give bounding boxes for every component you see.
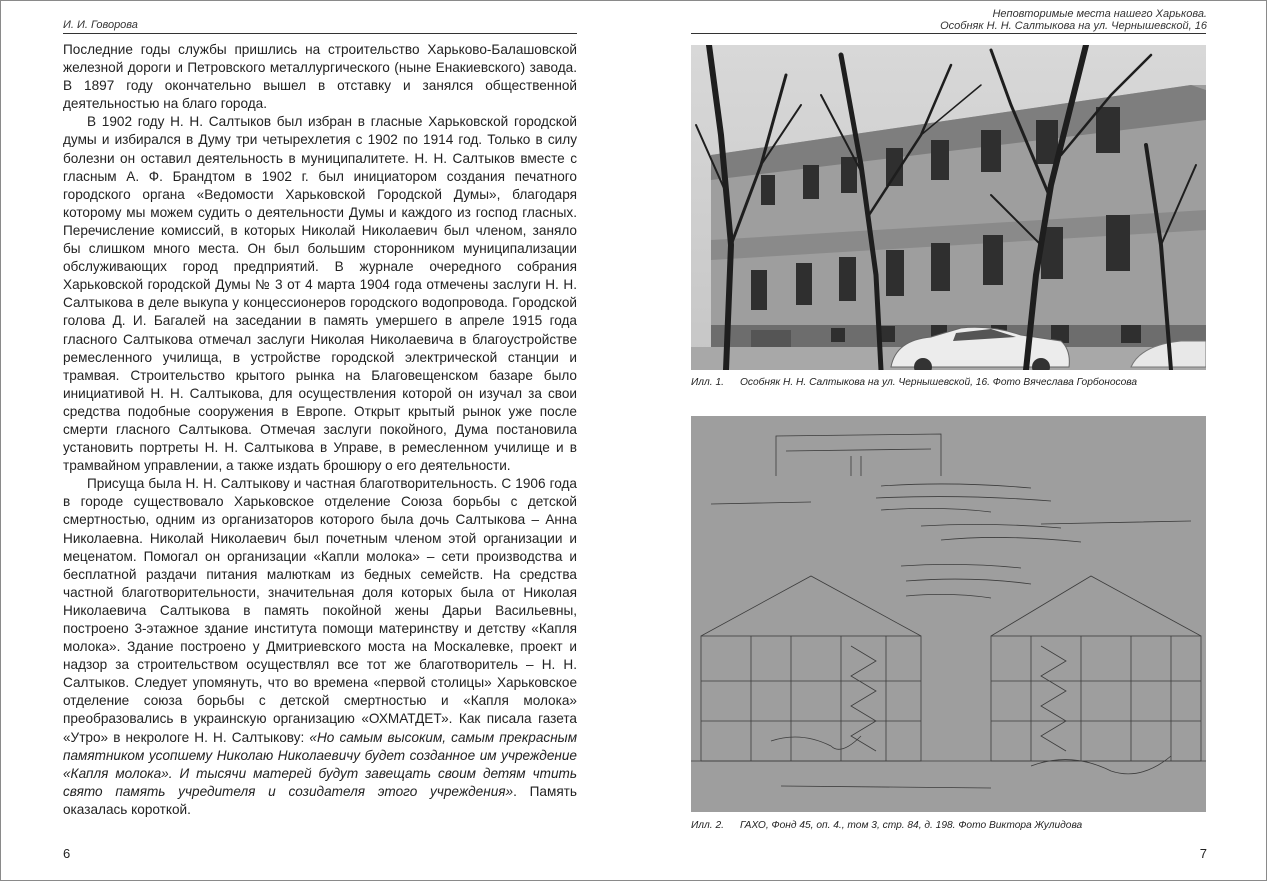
left-page xyxy=(1,1,634,882)
running-head-title xyxy=(940,8,1207,32)
page-number-left: 6 xyxy=(63,846,71,861)
figure-2-caption xyxy=(691,820,1082,831)
header-rule xyxy=(63,33,577,34)
paragraph-3-text: Присуща была Н. Н. Салтыкову и частная благотворительность. С 1906 года в городе существовало Харьковское отделение Союза борьбы с детской смертностью, одним из организаторов которого была дочь Салтыкова – Анна Николаевна. Николай Николаевич был почетным членом этой организации и меценатом. Помогал он организации «Капли молока» – сети производства и бесплатной раздачи питания малюткам из бедных семейств. На средства частной благотворительности, значительная доля которых была от Николая Николаевича Салтыкова в память покойной жены Дарьи Васильевны, построено 3-этажное здание института помощи материнству и детству «Капля молока». Здание построено у Дмитриевского моста на Москалевке, проект и надзор за строительством осуществлял все тот же благотворитель – Н. Н. Салтыков. Следует упомянуть, что во времена «первой столицы» Харьковское отделение союза борьбы с детской смертностью и «Капля молока» преобразовались в украинскую организацию «ОХМАТДЕТ». Как писала газета «Утро» в некрологе Н. Н. Салтыкову: xyxy=(63,476,577,745)
running-head-author: И. И. Говорова xyxy=(63,19,138,31)
paragraph-3 xyxy=(63,475,577,819)
paragraph-1: Последние годы службы пришлись на строительство Харьково-Балашовской железной дороги и Петровского металлургического (ныне Енакиевского) завода. В 1897 году окончательно вышел в отставку и занялся общественной деятельностью на благо города. xyxy=(63,42,577,112)
running-head-line-2: Особняк Н. Н. Салтыкова на ул. Чернышевской, 16 xyxy=(940,20,1207,32)
closing-sentence: . Память оказалась короткой. xyxy=(63,783,577,817)
figure-1-text: Особняк Н. Н. Салтыкова на ул. Чернышевской, 16. Фото Вячеслава Горбоносова xyxy=(739,377,1138,388)
figure-2-label: Илл. 2. xyxy=(691,820,724,831)
figure-2-text: ГАХО, Фонд 45, оп. 4., том 3, стр. 84, д. 198. Фото Виктора Жулидова xyxy=(739,820,1083,831)
figure-1-label: Илл. 1. xyxy=(691,377,724,388)
obituary-quote: «Но самым высоким, самым прекрасным памятником усопшему Николаю Николаевичу будет созданное им учреждение «Капля молока». И тысячи матерей будут завещать своим детям чтить свято память учредителя и созидателя этого учреждения» xyxy=(63,729,578,799)
running-head-line-1: Неповторимые места нашего Харькова. xyxy=(992,8,1207,20)
figure-1-caption xyxy=(691,377,1137,388)
mansion-photo xyxy=(691,45,1206,370)
right-page xyxy=(634,1,1267,882)
header-rule xyxy=(691,33,1206,34)
paragraph-2: В 1902 году Н. Н. Салтыков был избран в гласные Харьковской городской думы и избирался в Думу три четырехлетия с 1902 по 1914 год. Только в силу болезни он оставил деятельность в муниципалитете. Н. Н. Салтыков вместе с гласным А. Ф. Брандтом в 1902 г. был инициатором создания печатного городского органа «Ведомости Харьковской Городской Думы», благодаря которому мы можем судить о деятельности Думы и каждого из господ гласных. Перечисление комиссий, в которых Николай Николаевич был членом, заняло бы слишком много места. Он был большим сторонником муниципализации обслуживающих город предприятий. В журнале очередного собрания Харьковской городской Думы № 3 от 4 марта 1904 года отмечены заслуги Н. Н. Салтыкова в деле выкупа у концессионеров городского водопровода. Городской голова Д. И. Багалей на заседании в память умершего в апреле 1915 года гласного Салтыкова отмечал заслуги Николая Николаевича в благоустройстве ремесленного училища, в устройстве городской электрической станции и трамвая. Строительство крытого рынка на Благовещенском базаре было инициативой Н. Н. Салтыкова, для осуществления которой он изучал за свои средства подобные сооружения в Европе. Открыт крытый рынок уже после смерти гласного Салтыкова. Отмечая заслуги покойного, Дума постановила установить портреты Н. Н. Салтыкова в Управе, в ремесленном училище и в трамвайном управлении, а также издать брошюру о его деятельности. xyxy=(63,114,577,474)
body-text xyxy=(63,41,577,819)
archival-drawing-photo xyxy=(691,416,1206,812)
page-number-right: 7 xyxy=(1199,846,1207,861)
